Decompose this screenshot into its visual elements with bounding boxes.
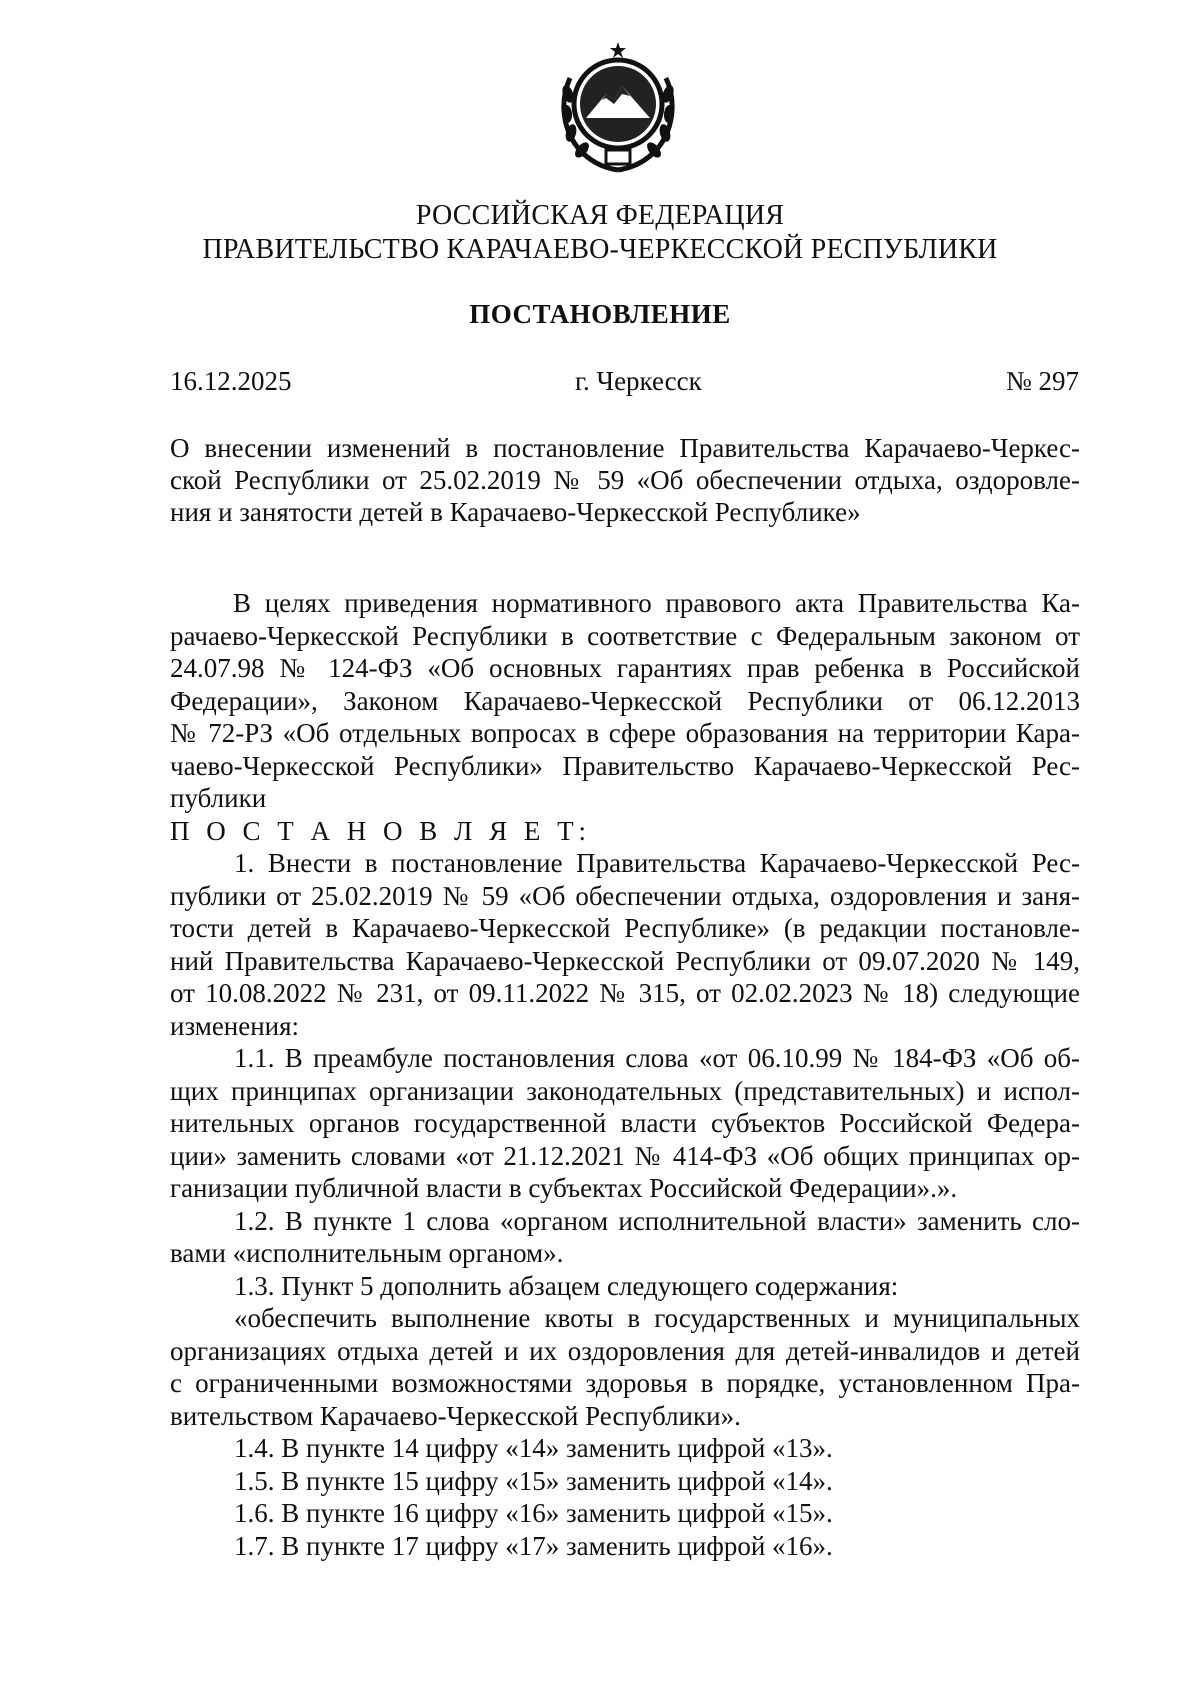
text-line: «обеспечить выполнение квоты в государственных и муниципальных bbox=[234, 1303, 1080, 1333]
item-1-4-line: 1.4. В пункте 14 цифру «14» заменить цифрой «13». bbox=[234, 1433, 833, 1463]
item-1-2-paragraph bbox=[170, 1205, 1080, 1270]
text-line: ции» заменить словами «от 21.12.2021 № 414-ФЗ «Об общих принципах ор- bbox=[170, 1140, 1080, 1171]
text-line: рачаево-Черкесской Республики в соответствие с Федеральным законом от bbox=[170, 620, 1080, 651]
text-line: В целях приведения нормативного правового акта Правительства Ка- bbox=[233, 588, 1080, 618]
text-line: вами «исполнительным органом». bbox=[170, 1238, 564, 1268]
text-line: № 72-РЗ «Об отдельных вопросах в сфере образования на территории Кара- bbox=[170, 718, 1080, 748]
text-line: 24.07.98 № 124-ФЗ «Об основных гарантиях прав ребенка в Российской bbox=[170, 653, 1080, 683]
item-1-6-line: 1.6. В пункте 16 цифру «16» заменить цифрой «15». bbox=[234, 1498, 833, 1528]
text-line: публики от 25.02.2019 № 59 «Об обеспечении отдыха, оздоровления и заня- bbox=[170, 880, 1080, 911]
text-line: 1. Внести в постановление Правительства Карачаево-Черкесской Рес- bbox=[234, 848, 1080, 878]
document-number: № 297 bbox=[1005, 366, 1079, 396]
text-line: изменения: bbox=[170, 1010, 300, 1041]
document-title bbox=[170, 432, 1080, 528]
text-line: Федерации», Законом Карачаево-Черкесской Республики от 06.12.2013 bbox=[170, 685, 1080, 716]
text-line: вительством Карачаево-Черкесской Республики». bbox=[170, 1400, 741, 1431]
preamble-paragraph bbox=[170, 587, 1080, 815]
title-line: ской Республики от 25.02.2019 № 59 «Об обеспечении отдыха, оздоровле- bbox=[170, 465, 1080, 495]
coat-of-arms-emblem-icon bbox=[556, 38, 680, 178]
text-line: ний Правительства Карачаево-Черкесской Республики от 09.07.2020 № 149, bbox=[170, 945, 1080, 976]
text-line: с ограниченными возможностями здоровья в порядке, установленном Пра- bbox=[170, 1368, 1080, 1398]
document-type-heading: ПОСТАНОВЛЕНИЕ bbox=[469, 299, 731, 329]
text-line: щих принципах организации законодательных (представительных) и испол- bbox=[170, 1075, 1080, 1106]
text-line: нительных органов государственной власти субъектов Российской Федера- bbox=[170, 1108, 1080, 1138]
country-heading: РОССИЙСКАЯ ФЕДЕРАЦИЯ bbox=[415, 200, 785, 231]
title-line: ния и занятости детей в Карачаево-Черкесской Республике» bbox=[170, 497, 861, 527]
document-city: г. Черкесск bbox=[575, 366, 702, 396]
text-line: организациях отдыха детей и их оздоровления для детей-инвалидов и детей bbox=[170, 1335, 1080, 1366]
text-line: публики bbox=[170, 783, 267, 813]
title-line: О внесении изменений в постановление Правительства Карачаево-Черкес- bbox=[170, 433, 1080, 463]
text-line: от 10.08.2022 № 231, от 09.11.2022 № 315, от 02.02.2023 № 18) следующие bbox=[170, 978, 1080, 1008]
government-heading: ПРАВИТЕЛЬСТВО КАРАЧАЕВО-ЧЕРКЕССКОЙ РЕСПУБЛИКИ bbox=[202, 234, 998, 265]
document-body bbox=[170, 587, 1080, 1562]
text-line: тости детей в Карачаево-Черкесской Республике» (в редакции постановле- bbox=[170, 913, 1080, 943]
text-line: ганизации публичной власти в субъектах Российской Федерации».». bbox=[170, 1173, 958, 1203]
item-1-paragraph bbox=[170, 847, 1080, 1042]
item-1-1-paragraph bbox=[170, 1042, 1080, 1205]
item-1-3-paragraph bbox=[170, 1270, 1080, 1433]
text-line: 1.1. В преамбуле постановления слова «от 06.10.99 № 184-ФЗ «Об об- bbox=[234, 1043, 1080, 1073]
item-1-5-line: 1.5. В пункте 15 цифру «15» заменить цифрой «14». bbox=[234, 1465, 833, 1496]
text-line: чаево-Черкесской Республики» Правительство Карачаево-Черкесской Рес- bbox=[170, 750, 1080, 781]
decree-word: П О С Т А Н О В Л Я Е Т: bbox=[170, 815, 592, 846]
document-date: 16.12.2025 bbox=[170, 366, 292, 396]
text-line: 1.2. В пункте 1 слова «органом исполнительной власти» заменить сло- bbox=[234, 1205, 1080, 1236]
item-1-7-line: 1.7. В пункте 17 цифру «17» заменить цифрой «16». bbox=[234, 1530, 833, 1561]
text-line: 1.3. Пункт 5 дополнить абзацем следующего содержания: bbox=[234, 1270, 899, 1301]
